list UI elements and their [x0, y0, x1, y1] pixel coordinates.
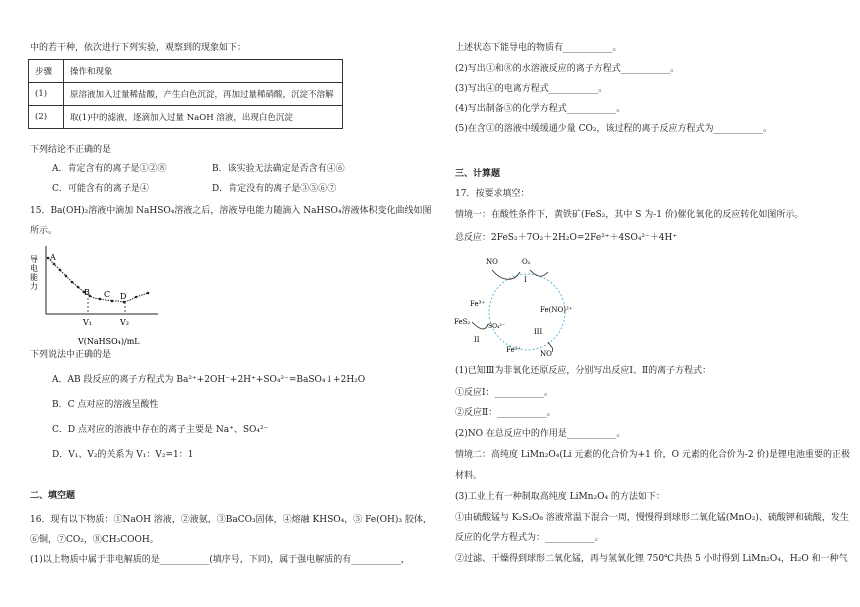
q14-prompt: 下列结论不正确的是: [30, 145, 112, 155]
fe-no-label: Fe(NO)²⁺: [540, 306, 573, 314]
o2-label: O₂: [522, 258, 531, 266]
q16-stem-line1: 16．现有以下物质：①NaOH 溶液，②液氨，③BaCO₃固体，④熔融 KHSO₄，⑤ Fe(OH)₃ 胶体，: [30, 515, 432, 525]
q16-part4: (4)写出制备⑤的化学方程式___________。: [455, 104, 626, 114]
point-a-label: A: [50, 253, 56, 262]
total-reaction: 总反应：2FeS₂＋7O₂＋2H₂O=2Fe²⁺＋4SO₄²⁻＋4H⁺: [455, 233, 678, 243]
fe2-label: Fe²⁺: [506, 346, 522, 354]
q14-option-d: D．肯定没有的离子是③⑤⑥⑦: [212, 184, 337, 194]
conductivity-graph: [28, 240, 168, 350]
q15-option-b: B．C 点对应的溶液呈酸性: [52, 400, 159, 410]
q14-option-c: C．可能含有的离子是④: [52, 184, 149, 194]
q17-reaction-i: ①反应Ⅰ：___________。: [455, 388, 554, 398]
no-arrow-top: [492, 270, 520, 279]
table-cell: (1): [29, 83, 64, 106]
fe3-label: Fe³⁺: [470, 300, 486, 308]
q16-part1: (1)以上物质中属于非电解质的是___________(填序号，下同)，属于强电解质的有___________，: [30, 555, 410, 565]
reaction-ii-label: II: [474, 336, 480, 344]
o2-arrow: [530, 270, 548, 276]
fes2-label: FeS₂: [454, 318, 471, 326]
q17-part3-step2: ②过滤、干燥得到球形二氧化锰，再与氢氧化锂 750℃共热 5 小时得到 LiMn₂O₄，H₂O 和一种气: [455, 554, 848, 564]
conductivity-curve: [48, 258, 148, 302]
x-axis-label: V(NaHSO₄)/mL: [78, 337, 140, 346]
q15-stem-line2: 所示。: [30, 226, 58, 236]
q15-prompt: 下列说法中正确的是: [30, 350, 112, 360]
v1-label: V₁: [83, 318, 92, 327]
q17-part2: (2)NO 在总反应中的作用是___________。: [455, 429, 626, 439]
point-d-label: D: [120, 292, 127, 301]
q15-option-a: A．AB 段反应的离子方程式为 Ba²⁺+2OH⁻+2H⁺+SO₄²⁻=BaSO₄↓+2H₂O: [52, 375, 366, 385]
point-b-label: B: [84, 288, 90, 297]
table-cell: (2): [29, 106, 64, 129]
q16-part5: (5)在含①的溶液中缓缓通少量 CO₂，该过程的离子反应方程式为___________。: [455, 124, 772, 134]
table-header-step: 步骤: [29, 60, 64, 83]
no-bottom-label: NO: [540, 350, 552, 358]
q17-reaction-ii: ②反应Ⅱ：___________。: [455, 408, 556, 418]
q14-option-b: B．该实验无法确定是否含有④⑥: [212, 164, 345, 174]
q17-part3-step1: ①由硫酸锰与 K₂S₂O₈ 溶液常温下混合一周，慢慢得到球形二氧化锰(MnO₂)、硫酸钾和硫酸，发生: [455, 513, 849, 523]
v2-label: V₂: [120, 318, 129, 327]
q17-stem: 17．按要求填空：: [455, 189, 530, 199]
scenario-two: 情境二：高纯度 LiMn₂O₄(Li 元素的化合价为+1 价，O 元素的化合价为-2 价)是锂电池重要的正极: [455, 450, 851, 460]
q14-option-a: A．肯定含有的离子是①②⑧: [52, 164, 167, 174]
y-axis-label-2: 电: [30, 264, 38, 273]
q16-part3: (3)写出④的电离方程式___________。: [455, 84, 608, 94]
table-row: [29, 106, 343, 129]
y-axis-label-1: 导: [30, 255, 38, 264]
table-header-operation: 操作和现象: [64, 60, 343, 83]
y-axis-label-4: 力: [30, 282, 38, 291]
q17-part3: (3)工业上有一种制取高纯度 LiMn₂O₄ 的方法如下：: [455, 492, 665, 502]
experiment-table: [28, 59, 343, 129]
q16-part2: (2)写出①和⑧的水溶液反应的离子方程式___________。: [455, 64, 680, 74]
q15-option-d: D．V₁、V₂的关系为 V₁：V₂=1：1: [52, 450, 194, 460]
fes2-arrow: [472, 322, 488, 329]
q16-part1-cont: 上述状态下能导电的物质有___________。: [455, 43, 622, 53]
q16-stem-line2: ⑥铜，⑦CO₂，⑧CH₃COOH。: [30, 535, 159, 545]
scenario-two-cont: 材料。: [455, 471, 483, 481]
table-row: [29, 83, 343, 106]
no-top-label: NO: [486, 258, 498, 266]
section-heading-calc: 三、计算题: [455, 169, 501, 179]
table-header-row: [29, 60, 343, 83]
point-c-label: C: [104, 290, 111, 299]
q15-option-c: C．D 点对应的溶液中存在的离子主要是 Na⁺、SO₄²⁻: [52, 425, 269, 435]
table-cell: 取(1)中的滤液，逐滴加入过量 NaOH 溶液，出现白色沉淀: [64, 106, 343, 129]
q17-part1: (1)已知Ⅲ为非氧化还原反应，分别写出反应Ⅰ、Ⅱ的离子方程式：: [455, 366, 712, 376]
y-axis-label-3: 能: [30, 273, 38, 282]
so4-label: SO₄²⁻: [488, 323, 506, 330]
reaction-i-label: I: [524, 276, 527, 284]
scenario-one: 情境一：在酸性条件下，黄铁矿(FeS₂，其中 S 为-1 价)催化氧化的反应转化如图所示。: [455, 210, 804, 220]
q14-intro: 中的若干种，依次进行下列实验，观察到的现象如下：: [30, 43, 247, 53]
curve-points: [47, 257, 150, 304]
q15-stem-line1: 15．Ba(OH)₂溶液中滴加 NaHSO₄溶液之后，溶液导电能力随滴入 NaHSO₄溶液体积变化曲线如图: [30, 206, 432, 216]
section-heading-fill-in: 二、填空题: [30, 491, 76, 501]
q17-part3-step1-eq: 反应的化学方程式为：___________。: [455, 533, 604, 543]
table-cell: 原溶液加入过量稀盐酸，产生白色沉淀，再加过量稀硝酸，沉淀不溶解: [64, 83, 343, 106]
catalytic-cycle-diagram: [452, 252, 602, 360]
reaction-iii-label: III: [534, 328, 543, 336]
